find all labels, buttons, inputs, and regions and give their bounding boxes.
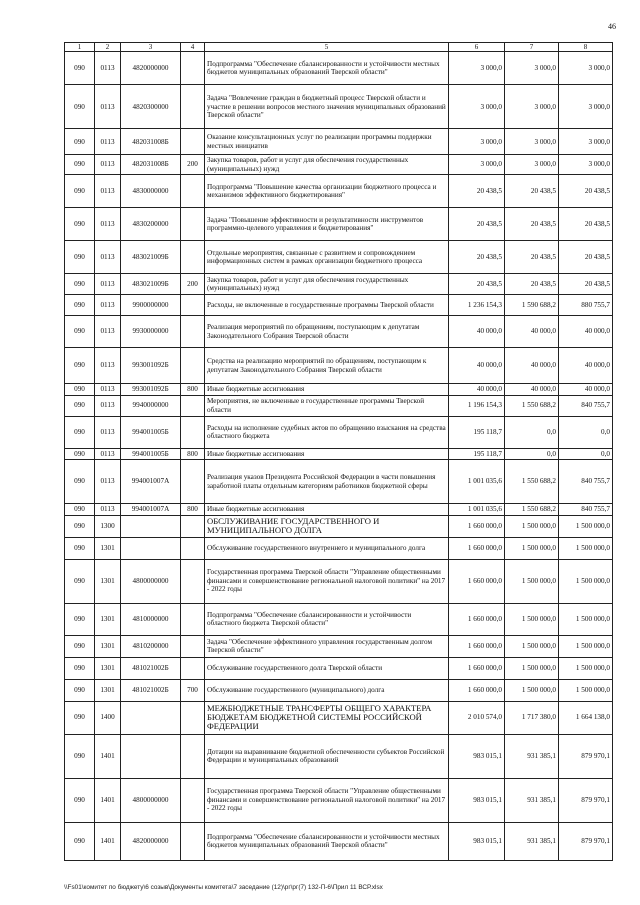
admin-code-cell: 090 — [65, 559, 95, 603]
target-article-cell — [121, 537, 181, 559]
table-row — [65, 679, 613, 701]
amount-year-3-cell: 20 438,5 — [559, 175, 613, 208]
amount-year-3-cell: 879 970,1 — [559, 778, 613, 822]
column-header: 1 — [65, 43, 95, 52]
target-article-cell: 482031008Б — [121, 155, 181, 175]
expense-type-cell — [181, 822, 205, 860]
expense-type-cell — [181, 701, 205, 734]
table-row — [65, 384, 613, 395]
amount-year-3-cell: 879 970,1 — [559, 734, 613, 778]
amount-year-3-cell: 1 664 138,0 — [559, 701, 613, 734]
budget-table — [64, 42, 613, 861]
amount-year-3-cell: 1 500 000,0 — [559, 603, 613, 635]
description-cell: Обслуживание государственного (муниципального) долга — [205, 679, 449, 701]
amount-year-1-cell: 983 015,1 — [449, 778, 505, 822]
target-article-cell: 483021009Б — [121, 274, 181, 295]
table-row — [65, 416, 613, 448]
section-code-cell: 0113 — [95, 316, 121, 348]
amount-year-2-cell: 1 590 688,2 — [505, 295, 559, 316]
amount-year-1-cell: 1 660 000,0 — [449, 603, 505, 635]
amount-year-2-cell: 1 717 380,0 — [505, 701, 559, 734]
amount-year-2-cell: 40 000,0 — [505, 348, 559, 384]
amount-year-3-cell: 1 500 000,0 — [559, 515, 613, 537]
table-row — [65, 734, 613, 778]
description-cell: Государственная программа Тверской области "Управление общественными финансами и совершенствование региональной налоговой политики" на 2017 - 2022 годы — [205, 559, 449, 603]
target-article-cell: 482031008Б — [121, 129, 181, 155]
expense-type-cell — [181, 241, 205, 274]
admin-code-cell: 090 — [65, 274, 95, 295]
amount-year-3-cell: 20 438,5 — [559, 208, 613, 241]
admin-code-cell: 090 — [65, 778, 95, 822]
amount-year-1-cell: 1 660 000,0 — [449, 679, 505, 701]
description-cell: МЕЖБЮДЖЕТНЫЕ ТРАНСФЕРТЫ ОБЩЕГО ХАРАКТЕРА БЮДЖЕТАМ БЮДЖЕТНОЙ СИСТЕМЫ РОССИЙСКОЙ ФЕДЕРАЦИИ — [205, 701, 449, 734]
admin-code-cell: 090 — [65, 679, 95, 701]
admin-code-cell: 090 — [65, 348, 95, 384]
column-header: 6 — [449, 43, 505, 52]
amount-year-1-cell: 40 000,0 — [449, 384, 505, 395]
admin-code-cell: 090 — [65, 657, 95, 679]
admin-code-cell: 090 — [65, 52, 95, 85]
admin-code-cell: 090 — [65, 85, 95, 129]
description-cell: Государственная программа Тверской области "Управление общественными финансами и совершенствование региональной налоговой политики" на 2017 - 2022 годы — [205, 778, 449, 822]
admin-code-cell: 090 — [65, 701, 95, 734]
amount-year-1-cell: 3 000,0 — [449, 155, 505, 175]
expense-type-cell: 800 — [181, 504, 205, 515]
section-code-cell: 0113 — [95, 504, 121, 515]
section-code-cell: 0113 — [95, 295, 121, 316]
expense-type-cell — [181, 295, 205, 316]
amount-year-3-cell: 1 500 000,0 — [559, 679, 613, 701]
target-article-cell: 481021002Б — [121, 657, 181, 679]
amount-year-3-cell: 40 000,0 — [559, 316, 613, 348]
admin-code-cell: 090 — [65, 295, 95, 316]
section-code-cell: 0113 — [95, 175, 121, 208]
amount-year-1-cell: 3 000,0 — [449, 85, 505, 129]
expense-type-cell — [181, 316, 205, 348]
expense-type-cell: 700 — [181, 679, 205, 701]
section-code-cell: 0113 — [95, 460, 121, 504]
target-article-cell: 993001092Б — [121, 348, 181, 384]
amount-year-1-cell: 1 196 154,3 — [449, 395, 505, 416]
section-code-cell: 0113 — [95, 348, 121, 384]
target-article-cell: 4810000000 — [121, 603, 181, 635]
expense-type-cell — [181, 395, 205, 416]
amount-year-1-cell: 195 118,7 — [449, 448, 505, 459]
table-row — [65, 778, 613, 822]
expense-type-cell — [181, 559, 205, 603]
amount-year-2-cell: 1 550 688,2 — [505, 395, 559, 416]
amount-year-3-cell: 20 438,5 — [559, 274, 613, 295]
target-article-cell: 4830000000 — [121, 175, 181, 208]
amount-year-1-cell: 1 660 000,0 — [449, 635, 505, 657]
amount-year-3-cell: 20 438,5 — [559, 241, 613, 274]
expense-type-cell — [181, 635, 205, 657]
column-header: 8 — [559, 43, 613, 52]
table-row — [65, 460, 613, 504]
admin-code-cell: 090 — [65, 734, 95, 778]
amount-year-1-cell: 20 438,5 — [449, 208, 505, 241]
expense-type-cell — [181, 778, 205, 822]
expense-type-cell — [181, 657, 205, 679]
description-cell: Иные бюджетные ассигнования — [205, 384, 449, 395]
table-row — [65, 395, 613, 416]
table-row — [65, 295, 613, 316]
column-header: 5 — [205, 43, 449, 52]
section-code-cell: 1400 — [95, 701, 121, 734]
amount-year-1-cell: 3 000,0 — [449, 129, 505, 155]
admin-code-cell: 090 — [65, 384, 95, 395]
amount-year-1-cell: 983 015,1 — [449, 734, 505, 778]
amount-year-3-cell: 0,0 — [559, 416, 613, 448]
description-cell: Средства на реализацию мероприятий по обращениям, поступающим к депутатам Законодательного Собрания Тверской области — [205, 348, 449, 384]
target-article-cell: 4800000000 — [121, 778, 181, 822]
section-code-cell: 0113 — [95, 155, 121, 175]
section-code-cell: 1301 — [95, 679, 121, 701]
expense-type-cell — [181, 603, 205, 635]
target-article-cell: 483021009Б — [121, 241, 181, 274]
table-row — [65, 241, 613, 274]
description-cell: Оказание консультационных услуг по реализации программы поддержки местных инициатив — [205, 129, 449, 155]
amount-year-3-cell: 40 000,0 — [559, 348, 613, 384]
target-article-cell: 9940000000 — [121, 395, 181, 416]
admin-code-cell: 090 — [65, 822, 95, 860]
section-code-cell: 1301 — [95, 559, 121, 603]
amount-year-2-cell: 931 385,1 — [505, 778, 559, 822]
column-header: 4 — [181, 43, 205, 52]
target-article-cell — [121, 515, 181, 537]
amount-year-2-cell: 1 500 000,0 — [505, 559, 559, 603]
amount-year-2-cell: 1 500 000,0 — [505, 515, 559, 537]
amount-year-1-cell: 1 660 000,0 — [449, 537, 505, 559]
description-cell: Подпрограмма "Повышение качества организации бюджетного процесса и механизмов эффективного бюджетирования" — [205, 175, 449, 208]
admin-code-cell: 090 — [65, 208, 95, 241]
target-article-cell: 994001007А — [121, 460, 181, 504]
amount-year-1-cell: 20 438,5 — [449, 241, 505, 274]
target-article-cell: 994001007А — [121, 504, 181, 515]
amount-year-3-cell: 3 000,0 — [559, 52, 613, 85]
table-row — [65, 537, 613, 559]
amount-year-3-cell: 3 000,0 — [559, 155, 613, 175]
admin-code-cell: 090 — [65, 316, 95, 348]
target-article-cell: 994001005Б — [121, 448, 181, 459]
expense-type-cell — [181, 175, 205, 208]
section-code-cell: 0113 — [95, 416, 121, 448]
column-number-header-row — [65, 43, 613, 52]
description-cell: Иные бюджетные ассигнования — [205, 504, 449, 515]
admin-code-cell: 090 — [65, 603, 95, 635]
admin-code-cell: 090 — [65, 448, 95, 459]
target-article-cell: 481021002Б — [121, 679, 181, 701]
admin-code-cell: 090 — [65, 129, 95, 155]
description-cell: Реализация указов Президента Российской Федерации в части повышения заработной платы отдельным категориям работников бюджетной сферы — [205, 460, 449, 504]
target-article-cell: 4820300000 — [121, 85, 181, 129]
section-code-cell: 0113 — [95, 448, 121, 459]
description-cell: Задача "Повышение эффективности и результативности инструментов программно-целевого управления и бюджетирования" — [205, 208, 449, 241]
target-article-cell: 9900000000 — [121, 295, 181, 316]
amount-year-3-cell: 840 755,7 — [559, 504, 613, 515]
table-row — [65, 316, 613, 348]
section-code-cell: 0113 — [95, 208, 121, 241]
expense-type-cell — [181, 129, 205, 155]
admin-code-cell: 090 — [65, 504, 95, 515]
table-row — [65, 701, 613, 734]
admin-code-cell: 090 — [65, 155, 95, 175]
amount-year-1-cell: 1 660 000,0 — [449, 559, 505, 603]
column-header: 2 — [95, 43, 121, 52]
expense-type-cell — [181, 515, 205, 537]
description-cell: Отдельные мероприятия, связанные с развитием и сопровождением информационных систем в рамках организации бюджетного процесса — [205, 241, 449, 274]
expense-type-cell: 200 — [181, 274, 205, 295]
amount-year-1-cell: 40 000,0 — [449, 348, 505, 384]
expense-type-cell — [181, 85, 205, 129]
amount-year-1-cell: 1 001 035,6 — [449, 504, 505, 515]
target-article-cell: 9930000000 — [121, 316, 181, 348]
description-cell: Иные бюджетные ассигнования — [205, 448, 449, 459]
target-article-cell: 4800000000 — [121, 559, 181, 603]
amount-year-3-cell: 1 500 000,0 — [559, 635, 613, 657]
amount-year-1-cell: 983 015,1 — [449, 822, 505, 860]
admin-code-cell: 090 — [65, 395, 95, 416]
expense-type-cell — [181, 734, 205, 778]
section-code-cell: 1301 — [95, 635, 121, 657]
target-article-cell: 4820000000 — [121, 52, 181, 85]
page-number: 46 — [608, 22, 616, 31]
table-row — [65, 52, 613, 85]
amount-year-2-cell: 3 000,0 — [505, 52, 559, 85]
admin-code-cell: 090 — [65, 635, 95, 657]
table-row — [65, 155, 613, 175]
admin-code-cell: 090 — [65, 537, 95, 559]
section-code-cell: 1300 — [95, 515, 121, 537]
amount-year-2-cell: 0,0 — [505, 448, 559, 459]
expense-type-cell: 800 — [181, 384, 205, 395]
description-cell: Обслуживание государственного долга Тверской области — [205, 657, 449, 679]
section-code-cell: 0113 — [95, 129, 121, 155]
amount-year-3-cell: 1 500 000,0 — [559, 559, 613, 603]
table-row — [65, 504, 613, 515]
table-row — [65, 348, 613, 384]
amount-year-3-cell: 3 000,0 — [559, 85, 613, 129]
admin-code-cell: 090 — [65, 515, 95, 537]
amount-year-3-cell: 840 755,7 — [559, 460, 613, 504]
amount-year-2-cell: 931 385,1 — [505, 734, 559, 778]
description-cell: Дотации на выравнивание бюджетной обеспеченности субъектов Российской Федерации и муниципальных образований — [205, 734, 449, 778]
table-row — [65, 635, 613, 657]
target-article-cell — [121, 734, 181, 778]
description-cell: Расходы, не включенные в государственные программы Тверской области — [205, 295, 449, 316]
amount-year-2-cell: 1 500 000,0 — [505, 603, 559, 635]
table-row — [65, 85, 613, 129]
amount-year-2-cell: 1 500 000,0 — [505, 657, 559, 679]
amount-year-2-cell: 0,0 — [505, 416, 559, 448]
amount-year-3-cell: 1 500 000,0 — [559, 657, 613, 679]
table-row — [65, 603, 613, 635]
amount-year-1-cell: 2 010 574,0 — [449, 701, 505, 734]
expense-type-cell: 800 — [181, 448, 205, 459]
section-code-cell: 1301 — [95, 537, 121, 559]
amount-year-3-cell: 0,0 — [559, 448, 613, 459]
amount-year-2-cell: 931 385,1 — [505, 822, 559, 860]
table-row — [65, 448, 613, 459]
section-code-cell: 0113 — [95, 241, 121, 274]
section-code-cell: 1401 — [95, 778, 121, 822]
admin-code-cell: 090 — [65, 460, 95, 504]
amount-year-3-cell: 880 755,7 — [559, 295, 613, 316]
description-cell: Закупка товаров, работ и услуг для обеспечения государственных (муниципальных) нужд — [205, 274, 449, 295]
amount-year-2-cell: 1 500 000,0 — [505, 537, 559, 559]
admin-code-cell: 090 — [65, 175, 95, 208]
expense-type-cell — [181, 416, 205, 448]
expense-type-cell: 200 — [181, 155, 205, 175]
table-row — [65, 559, 613, 603]
amount-year-1-cell: 3 000,0 — [449, 52, 505, 85]
amount-year-2-cell: 40 000,0 — [505, 316, 559, 348]
description-cell: Подпрограмма "Обеспечение сбалансированности и устойчивости областного бюджета Тверской области" — [205, 603, 449, 635]
expense-type-cell — [181, 52, 205, 85]
expense-type-cell — [181, 208, 205, 241]
amount-year-1-cell: 1 001 035,6 — [449, 460, 505, 504]
file-path-footer: \\Fs01\комитет по бюджету\6 созыв\Документы комитета\7 заседание (12)\рг\рг(7) 132-П-6\Прил 11 ВСР.xlsx — [64, 884, 383, 891]
target-article-cell — [121, 701, 181, 734]
amount-year-2-cell: 1 500 000,0 — [505, 679, 559, 701]
description-cell: Задача "Вовлечение граждан в бюджетный процесс Тверской области и участие в решении вопросов местного значения муниципальных образований Тверской области" — [205, 85, 449, 129]
target-article-cell: 994001005Б — [121, 416, 181, 448]
section-code-cell: 1401 — [95, 734, 121, 778]
column-header: 3 — [121, 43, 181, 52]
amount-year-2-cell: 3 000,0 — [505, 85, 559, 129]
amount-year-2-cell: 20 438,5 — [505, 274, 559, 295]
amount-year-2-cell: 20 438,5 — [505, 175, 559, 208]
section-code-cell: 0113 — [95, 395, 121, 416]
description-cell: Реализация мероприятий по обращениям, поступающим к депутатам Законодательного Собрания Тверской области — [205, 316, 449, 348]
amount-year-1-cell: 195 118,7 — [449, 416, 505, 448]
admin-code-cell: 090 — [65, 416, 95, 448]
amount-year-3-cell: 879 970,1 — [559, 822, 613, 860]
target-article-cell: 4830200000 — [121, 208, 181, 241]
description-cell: Обслуживание государственного внутреннего и муниципального долга — [205, 537, 449, 559]
table-row — [65, 274, 613, 295]
table-row — [65, 657, 613, 679]
amount-year-1-cell: 40 000,0 — [449, 316, 505, 348]
amount-year-2-cell: 3 000,0 — [505, 129, 559, 155]
expense-type-cell — [181, 348, 205, 384]
expense-type-cell — [181, 537, 205, 559]
description-cell: Подпрограмма "Обеспечение сбалансированности и устойчивости местных бюджетов муниципальных образований Тверской области" — [205, 52, 449, 85]
amount-year-1-cell: 1 660 000,0 — [449, 657, 505, 679]
table-row — [65, 129, 613, 155]
table-row — [65, 515, 613, 537]
target-article-cell: 4820000000 — [121, 822, 181, 860]
table-row — [65, 208, 613, 241]
amount-year-2-cell: 3 000,0 — [505, 155, 559, 175]
table-row — [65, 175, 613, 208]
section-code-cell: 1301 — [95, 603, 121, 635]
section-code-cell: 1401 — [95, 822, 121, 860]
amount-year-1-cell: 20 438,5 — [449, 175, 505, 208]
section-code-cell: 0113 — [95, 52, 121, 85]
description-cell: ОБСЛУЖИВАНИЕ ГОСУДАРСТВЕННОГО И МУНИЦИПАЛЬНОГО ДОЛГА — [205, 515, 449, 537]
amount-year-2-cell: 20 438,5 — [505, 208, 559, 241]
description-cell: Закупка товаров, работ и услуг для обеспечения государственных (муниципальных) нужд — [205, 155, 449, 175]
section-code-cell: 0113 — [95, 85, 121, 129]
amount-year-3-cell: 1 500 000,0 — [559, 537, 613, 559]
amount-year-3-cell: 3 000,0 — [559, 129, 613, 155]
amount-year-2-cell: 1 500 000,0 — [505, 635, 559, 657]
admin-code-cell: 090 — [65, 241, 95, 274]
amount-year-1-cell: 1 236 154,3 — [449, 295, 505, 316]
amount-year-2-cell: 40 000,0 — [505, 384, 559, 395]
column-header: 7 — [505, 43, 559, 52]
description-cell: Подпрограмма "Обеспечение сбалансированности и устойчивости местных бюджетов муниципальных образований Тверской области" — [205, 822, 449, 860]
expense-type-cell — [181, 460, 205, 504]
amount-year-3-cell: 840 755,7 — [559, 395, 613, 416]
description-cell: Задача "Обеспечение эффективного управления государственным долгом Тверской области" — [205, 635, 449, 657]
table-row — [65, 822, 613, 860]
amount-year-1-cell: 20 438,5 — [449, 274, 505, 295]
description-cell: Расходы на исполнение судебных актов по обращению взыскания на средства областного бюджета — [205, 416, 449, 448]
section-code-cell: 0113 — [95, 384, 121, 395]
amount-year-1-cell: 1 660 000,0 — [449, 515, 505, 537]
target-article-cell: 4810200000 — [121, 635, 181, 657]
amount-year-3-cell: 40 000,0 — [559, 384, 613, 395]
description-cell: Мероприятия, не включенные в государственные программы Тверской области — [205, 395, 449, 416]
amount-year-2-cell: 20 438,5 — [505, 241, 559, 274]
amount-year-2-cell: 1 550 688,2 — [505, 504, 559, 515]
target-article-cell: 993001092Б — [121, 384, 181, 395]
section-code-cell: 0113 — [95, 274, 121, 295]
amount-year-2-cell: 1 550 688,2 — [505, 460, 559, 504]
section-code-cell: 1301 — [95, 657, 121, 679]
